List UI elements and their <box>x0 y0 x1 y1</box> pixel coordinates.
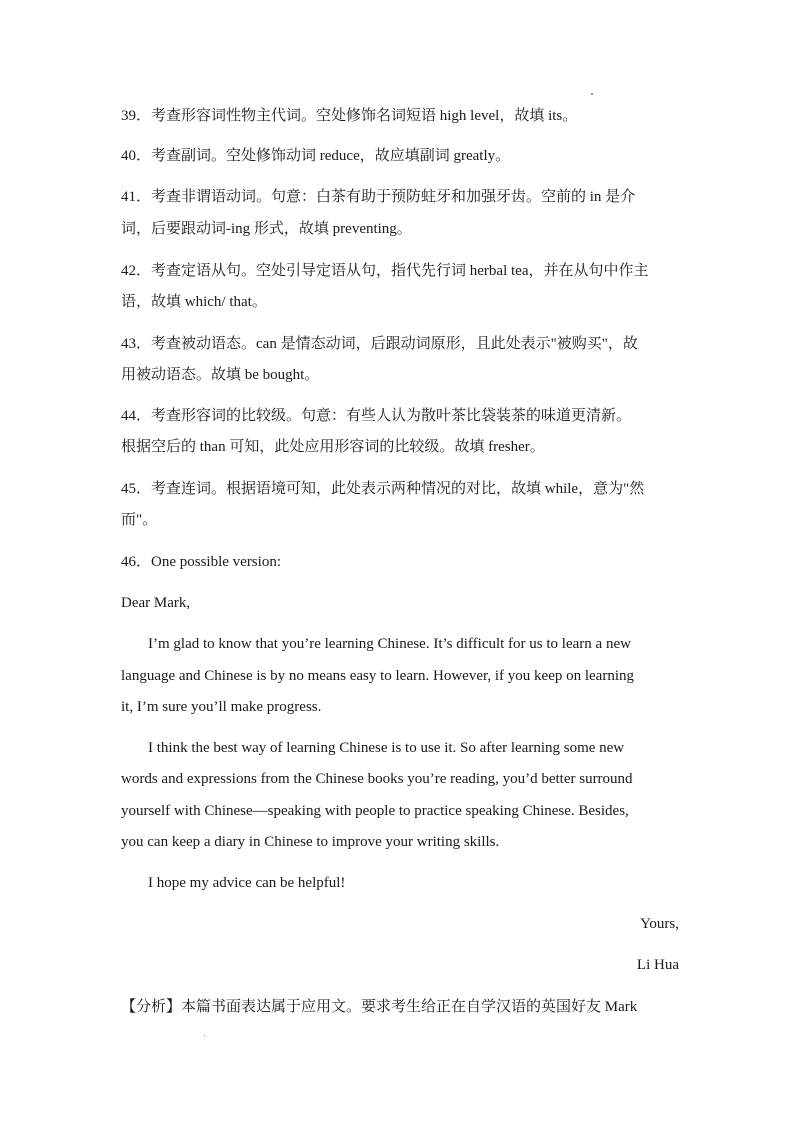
essay-paragraph-2-line-3: yourself with Chinese—speaking with people to practice speaking Chinese. Besides, <box>121 803 629 819</box>
answer-44-line-2: 根据空后的 than 可知，此处应用形容词的比较级。故填 fresher。 <box>121 439 545 455</box>
answer-44-text: 考查形容词的比较级。句意：有些人认为散叶茶比袋装茶的味道更清新。 <box>151 408 632 424</box>
answer-44-line-1 <box>121 406 631 426</box>
answer-41-text: 考查非谓语动词。句意：白茶有助于预防蛀牙和加强牙齿。空前的 in 是介 <box>151 189 636 205</box>
essay-paragraph-1-line-3: it, I’m sure you’ll make progress. <box>121 699 322 715</box>
answer-42-text: 考查定语从句。空处引导定语从句，指代先行词 herbal tea，并在从句中作主 <box>151 263 649 279</box>
answer-42-line-1 <box>121 261 648 281</box>
answer-43-line-2: 用被动语态。故填 be bought。 <box>121 367 320 383</box>
essay-paragraph-2-line-2: words and expressions from the Chinese books you’re reading, you’d better surround <box>121 771 633 787</box>
essay-paragraph-1-line-2: language and Chinese is by no means easy to learn. However, if you keep on learning <box>121 668 634 684</box>
answer-43-line-1 <box>121 334 638 354</box>
answer-45-text: 考查连词。根据语境可知，此处表示两种情况的对比，故填 while，意为"然 <box>151 481 645 497</box>
essay-paragraph-2-line-4: you can keep a diary in Chinese to improve your writing skills. <box>121 834 500 850</box>
answer-39-text: 考查形容词性物主代词。空处修饰名词短语 high level，故填 its。 <box>151 108 578 124</box>
essay-paragraph-3-line-1: I hope my advice can be helpful! <box>148 875 346 891</box>
essay-paragraph-2-line-1: I think the best way of learning Chinese is to use it. So after learning some new <box>148 740 625 756</box>
essay-paragraph-1-line-1: I’m glad to know that you’re learning Chinese. It’s difficult for us to learn a new <box>148 636 631 652</box>
answer-39-line-1 <box>121 106 577 126</box>
answer-43-number: 43． <box>121 336 152 352</box>
decorative-dot <box>591 93 593 95</box>
answer-44-number: 44． <box>121 408 152 424</box>
answer-45-line-1 <box>121 479 644 499</box>
answer-43-text: 考查被动语态。can 是情态动词，后跟动词原形，且此处表示"被购买"，故 <box>151 336 638 352</box>
answer-40-line-1 <box>121 146 510 166</box>
answer-42-number: 42． <box>121 263 152 279</box>
answer-41-line-1 <box>121 187 635 207</box>
answer-45-number: 45． <box>121 481 152 497</box>
answer-39-number: 39． <box>121 108 152 124</box>
answer-41-line-2: 词，后要跟动词-ing 形式，故填 preventing。 <box>121 221 412 237</box>
answer-42-line-2: 语，故填 which/ that。 <box>121 294 267 310</box>
answer-41-number: 41． <box>121 189 152 205</box>
analysis-text: 【分析】本篇书面表达属于应用文。要求考生给正在自学汉语的英国好友 Mark <box>121 999 638 1015</box>
essay-signature: Li Hua <box>636 957 679 973</box>
answer-40-number: 40． <box>121 148 152 164</box>
essay-closing: Yours, <box>640 916 679 932</box>
answer-40-text: 考查副词。空处修饰动词 reduce，故应填副词 greatly。 <box>151 148 511 164</box>
answer-45-line-2: 而"。 <box>121 512 158 528</box>
essay-heading: 46．One possible version: <box>121 554 281 570</box>
decorative-dot <box>204 1035 205 1036</box>
essay-salutation: Dear Mark, <box>121 595 191 611</box>
